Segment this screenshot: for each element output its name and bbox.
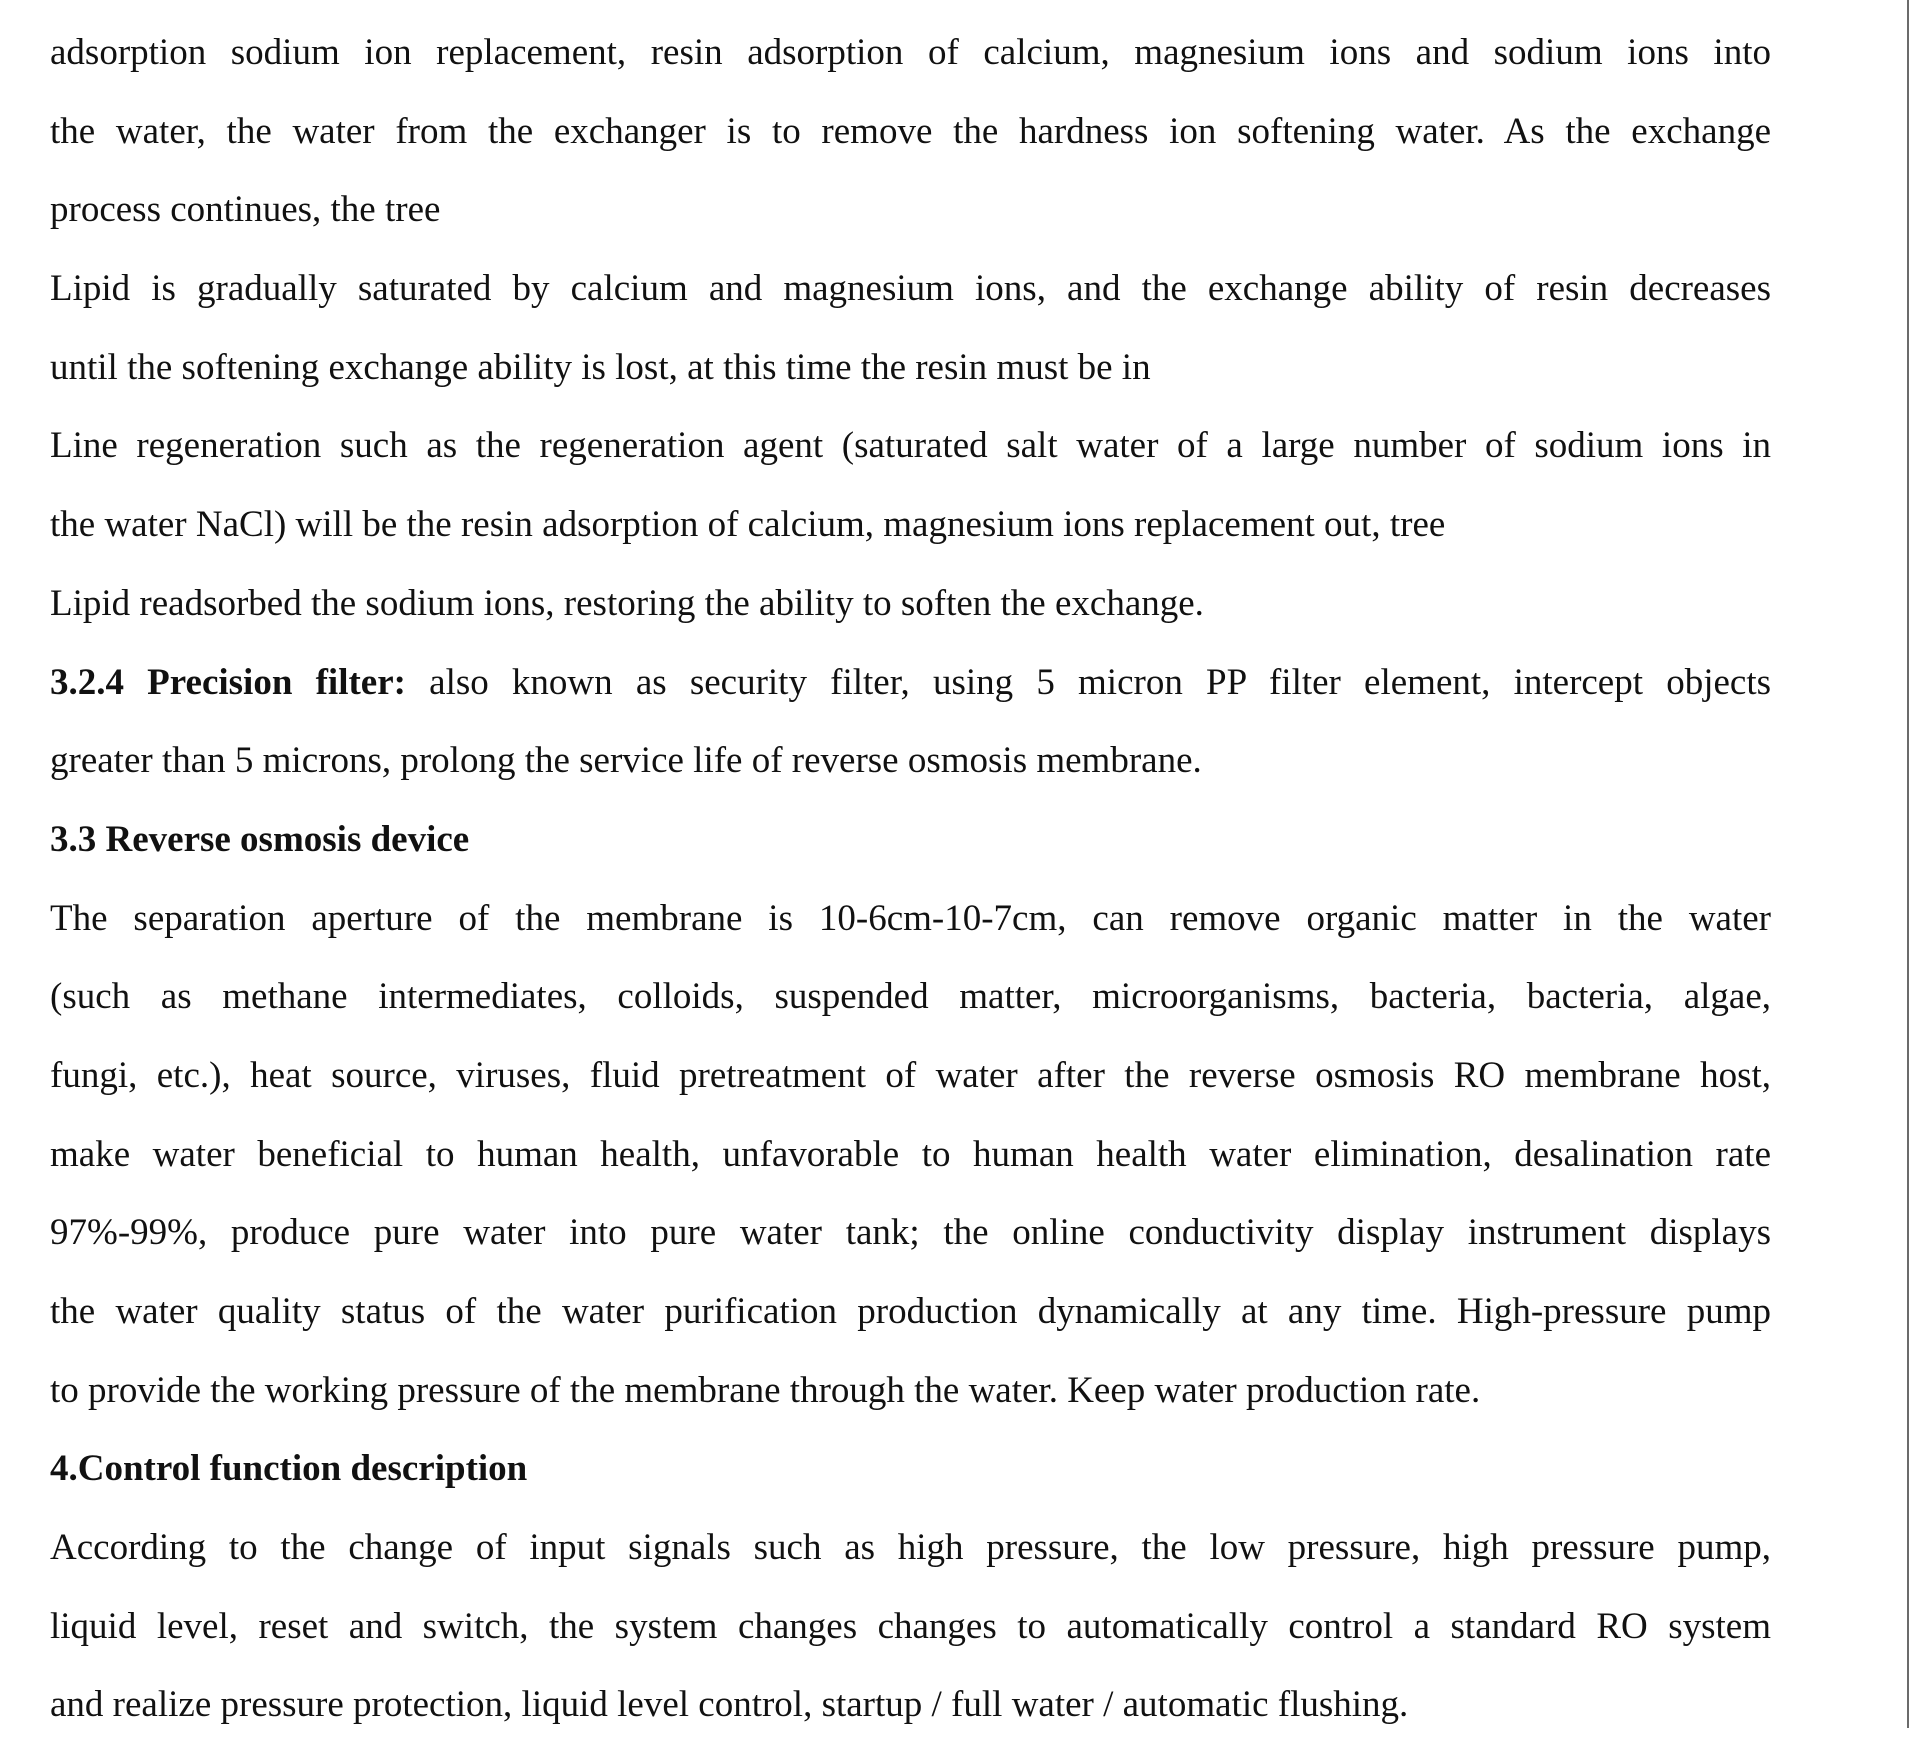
line-text: (such as methane intermediates, colloids, suspended matter, microorganisms, bacteria, bacteria, algae,: [50, 976, 1771, 1018]
section-heading-3-2-4: 3.2.4 Precision filter:: [50, 661, 406, 703]
paragraph-line: [50, 880, 1771, 959]
line-text: Lipid readsorbed the sodium ions, restoring the ability to soften the exchange.: [50, 582, 1204, 624]
paragraph-line: [50, 1509, 1771, 1588]
paragraph-line: [50, 1194, 1771, 1273]
paragraph-line: [50, 722, 1771, 801]
paragraph-line: [50, 1588, 1771, 1667]
line-text: the water, the water from the exchanger is to remove the hardness ion softening water. As the exchange: [50, 110, 1771, 152]
line-text: Lipid is gradually saturated by calcium and magnesium ions, and the exchange ability of resin decreases: [50, 268, 1771, 310]
line-text: greater than 5 microns, prolong the service life of reverse osmosis membrane.: [50, 740, 1202, 782]
paragraph-line: [50, 250, 1771, 329]
paragraph-line: [50, 93, 1771, 172]
paragraph-line: [50, 1352, 1771, 1431]
page-edge-divider: [1907, 0, 1909, 1728]
line-text: 97%-99%, produce pure water into pure water tank; the online conductivity display instrument displays: [50, 1212, 1771, 1254]
paragraph-line: [50, 329, 1771, 408]
line-text: According to the change of input signals such as high pressure, the low pressure, high pressure pump,: [50, 1527, 1771, 1569]
paragraph-line: [50, 1273, 1771, 1352]
paragraph-line: [50, 14, 1771, 93]
line-text: fungi, etc.), heat source, viruses, fluid pretreatment of water after the reverse osmosis RO membrane host,: [50, 1054, 1771, 1096]
paragraph-line: [50, 958, 1771, 1037]
line-text: until the softening exchange ability is lost, at this time the resin must be in: [50, 346, 1151, 388]
line-text: and realize pressure protection, liquid level control, startup / full water / automatic flushing.: [50, 1684, 1409, 1726]
paragraph-line: [50, 565, 1771, 644]
line-text: also known as security filter, using 5 micron PP filter element, intercept objects: [405, 661, 1771, 703]
document-body: [50, 14, 1771, 1745]
line-text: The separation aperture of the membrane is 10-6cm-10-7cm, can remove organic matter in the water: [50, 897, 1771, 939]
section-heading-4: 4.Control function description: [50, 1448, 528, 1490]
paragraph-line: [50, 1037, 1771, 1116]
paragraph-line: [50, 1116, 1771, 1195]
line-text: process continues, the tree: [50, 189, 441, 231]
line-text: to provide the working pressure of the membrane through the water. Keep water production rate.: [50, 1369, 1481, 1411]
paragraph-line: [50, 407, 1771, 486]
line-text: the water quality status of the water purification production dynamically at any time. High-pressure pump: [50, 1291, 1771, 1332]
paragraph-line: [50, 171, 1771, 250]
section-4-line: [50, 1430, 1771, 1509]
section-3-2-4-line: [50, 644, 1771, 723]
line-text: make water beneficial to human health, unfavorable to human health water elimination, desalination rate: [50, 1133, 1771, 1175]
line-text: liquid level, reset and switch, the system changes changes to automatically control a standard RO system: [50, 1605, 1771, 1647]
line-text: adsorption sodium ion replacement, resin adsorption of calcium, magnesium ions and sodium ions into: [50, 32, 1771, 73]
paragraph-line: [50, 486, 1771, 565]
section-3-3-line: [50, 801, 1771, 880]
section-heading-3-3: 3.3 Reverse osmosis device: [50, 818, 470, 860]
line-text: the water NaCl) will be the resin adsorption of calcium, magnesium ions replacement out, tree: [50, 504, 1446, 546]
line-text: Line regeneration such as the regeneration agent (saturated salt water of a large number of sodium ions in: [50, 425, 1771, 467]
paragraph-line: [50, 1666, 1771, 1745]
